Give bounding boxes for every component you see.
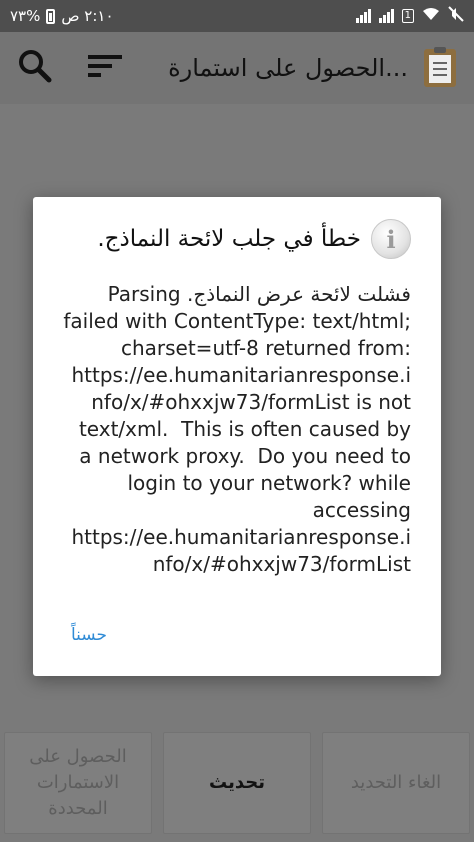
refresh-label: تحديث [209,772,265,793]
error-dialog [33,197,441,676]
get-selected-forms-label: الحصول على الاستمارات المحددة [29,746,127,819]
battery-icon [46,9,55,24]
deselect-all-label: الغاء التحديد [350,772,442,793]
dialog-message: فشلت لائحة عرض النماذج. Parsing failed with ContentType: text/html; charset=utf-8 returned from: https://ee.humanitarianresponse.info/x/#ohxxjw73/formList is not text/xml. This is often caused by a network proxy. Do you need to login to your network? while accessing https://ee.humanitarianresponse.info/x/#ohxxjw73/formList [57,282,411,576]
mute-icon [448,6,464,26]
signal-icon [356,9,371,23]
battery-percent: %٧٣ [10,7,41,25]
app-bar [0,32,474,104]
status-bar [0,0,474,32]
wifi-icon [422,7,440,25]
search-icon[interactable] [18,49,52,87]
info-icon: i [371,219,411,259]
app-title-group [168,49,456,87]
get-selected-forms-button[interactable] [4,732,152,834]
dialog-header [63,219,411,259]
status-right-group [356,6,464,26]
sim-badge: 1 [402,9,414,23]
app-bar-actions [18,49,122,87]
sort-icon[interactable] [88,53,122,83]
clipboard-icon [424,49,456,87]
bottom-button-bar [0,732,474,834]
status-time: ٢:١٠ ص [61,7,114,25]
deselect-all-button[interactable] [322,732,470,834]
signal-icon-2 [379,9,394,23]
dialog-title: خطأ في جلب لائحة النماذج. [97,226,361,252]
refresh-button[interactable] [163,732,311,834]
status-left-group [10,7,114,25]
ok-button[interactable]: حسناً [71,625,107,645]
page-title: الحصول على استمارة... [168,54,408,82]
